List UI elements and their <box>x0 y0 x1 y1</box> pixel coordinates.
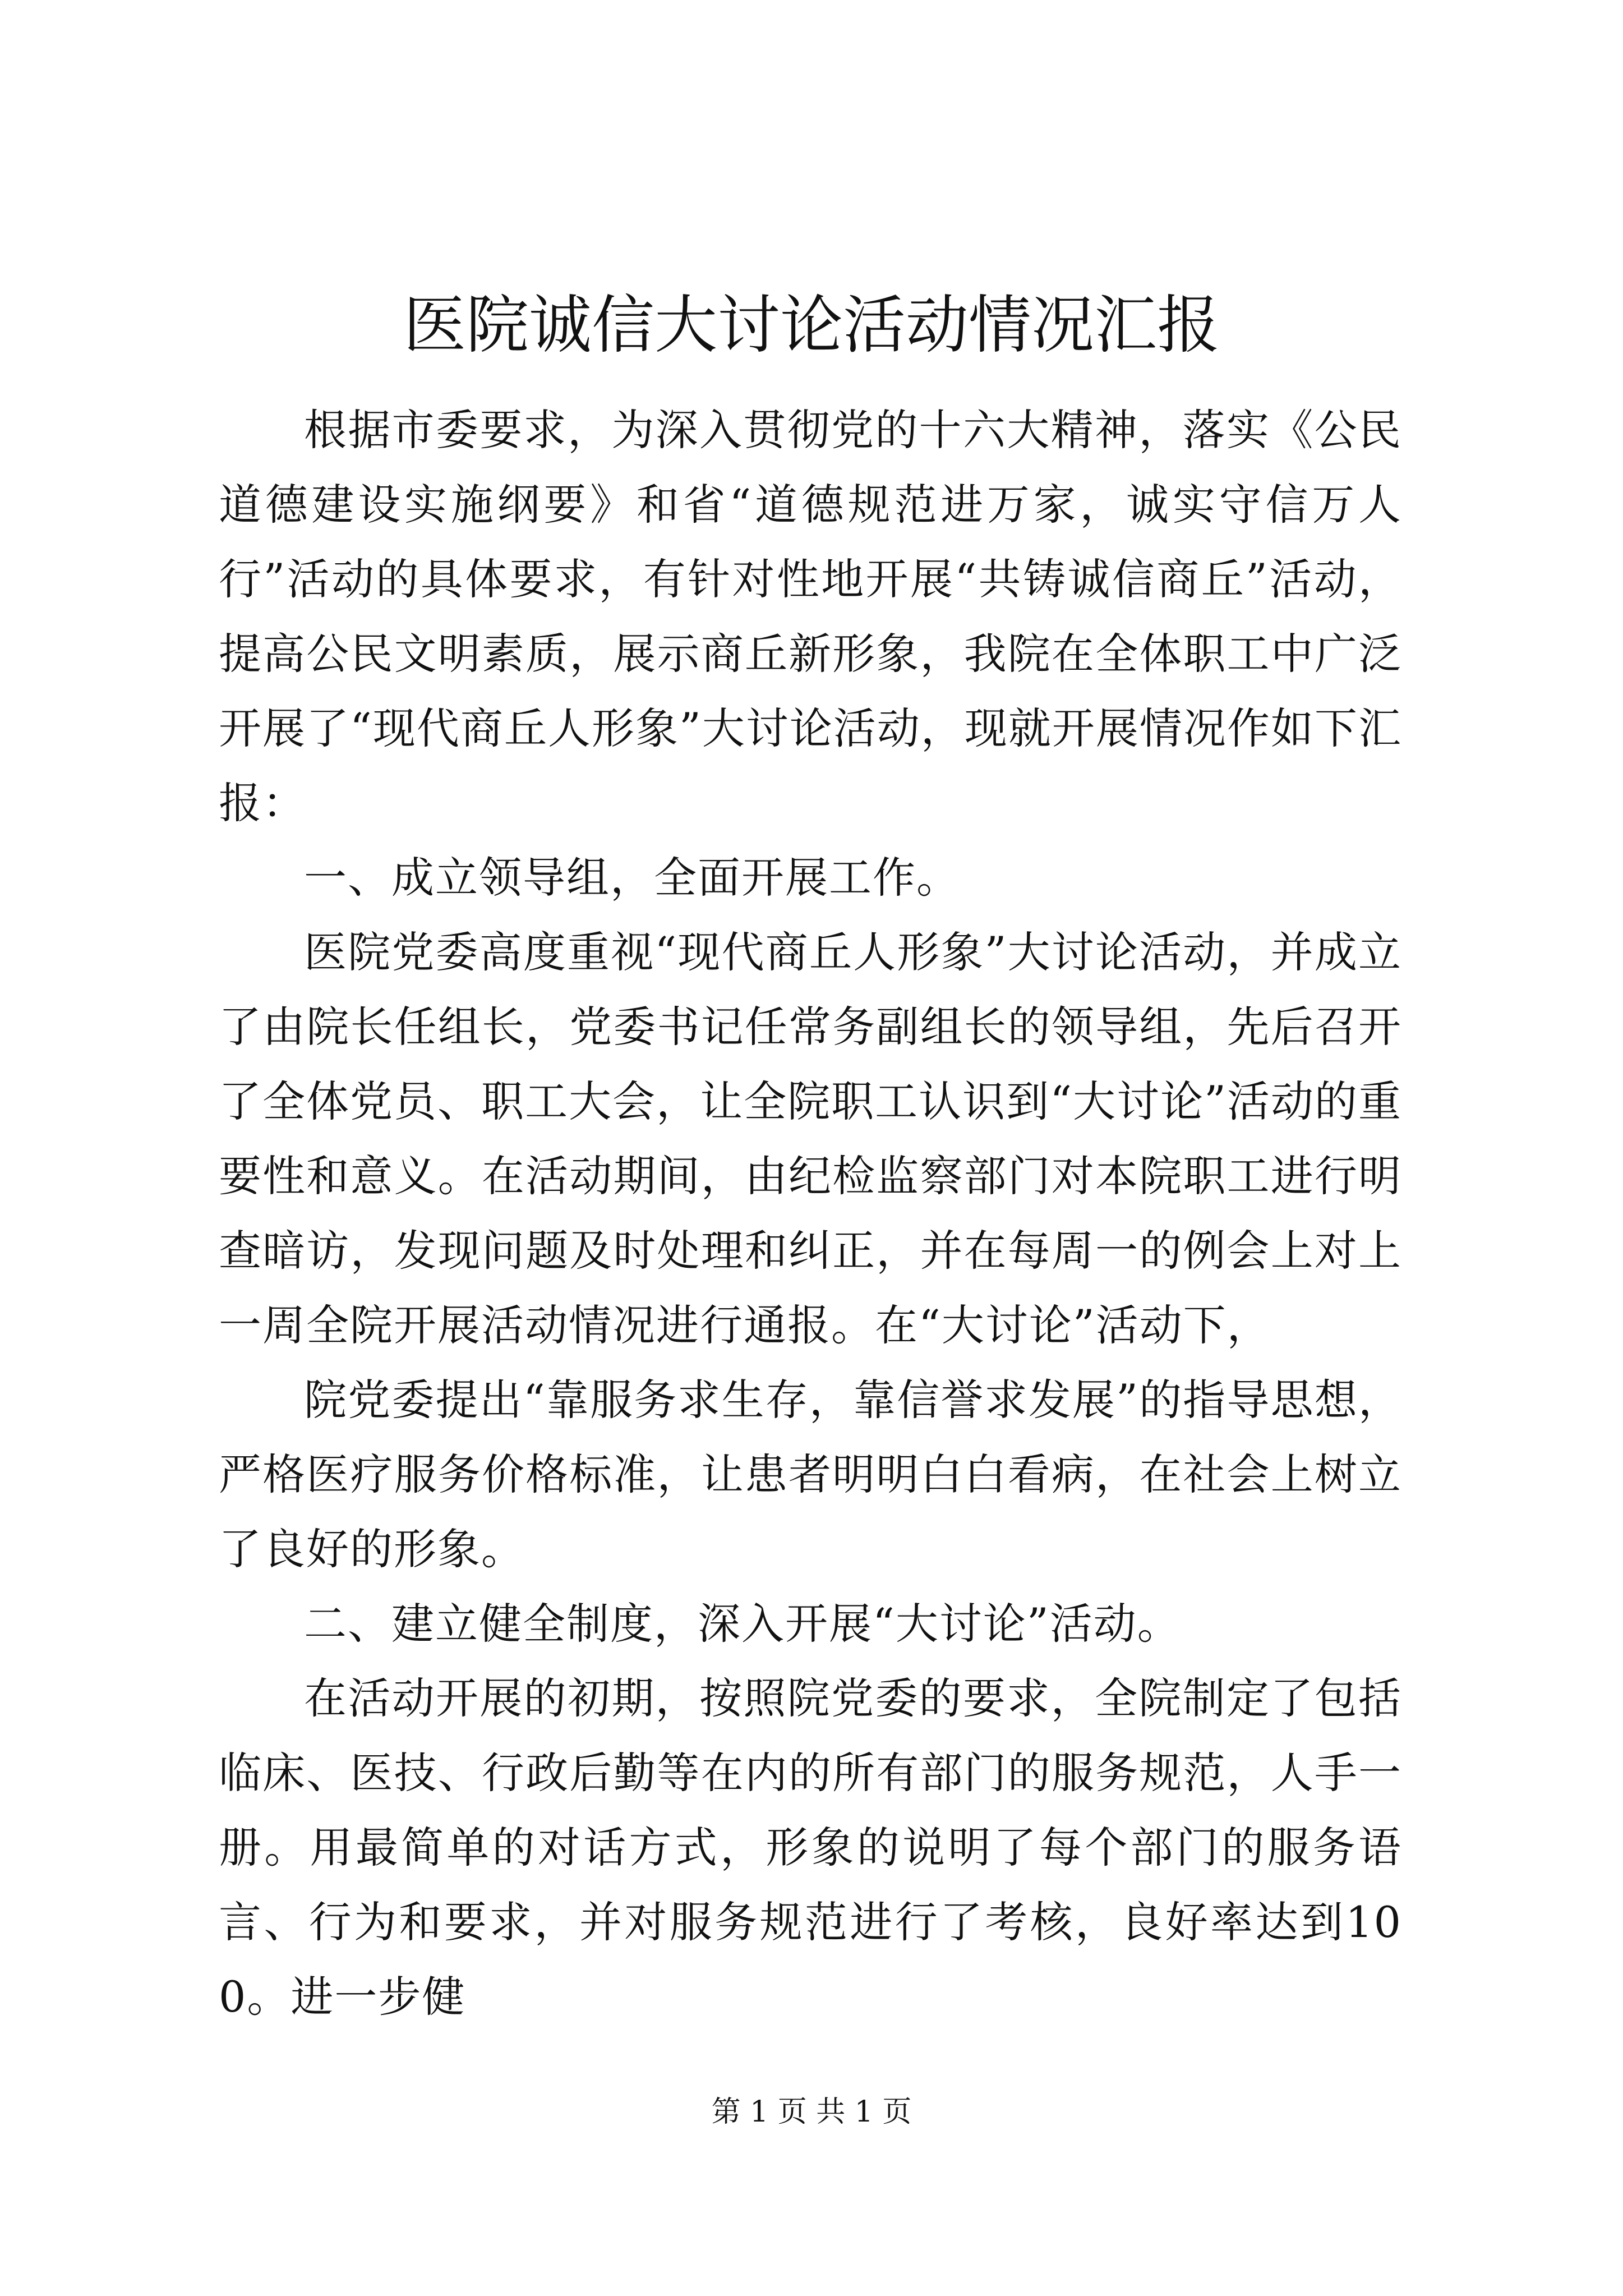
paragraph-intro: 根据市委要求，为深入贯彻党的十六大精神，落实《公民道德建设实施纲要》和省“道德规范进万家，诚实守信万人行”活动的具体要求，有针对性地开展“共铸诚信商丘”活动，提高公民文明素质，展示商丘新形象，我院在全体职工中广泛开展了“现代商丘人形象”大讨论活动，现就开展情况作如下汇报： <box>219 405 1402 828</box>
paragraph-section-1: 医院党委高度重视“现代商丘人形象”大讨论活动，并成立了由院长任组长，党委书记任常务副组长的领导组，先后召开了全体党员、职工大会，让全院职工认识到“大讨论”活动的重要性和意义。在活动期间，由纪检监察部门对本院职工进行明查暗访，发现问题及时处理和纠正，并在每周一的例会上对上一周全院开展活动情况进行通报。在“大讨论”活动下， <box>219 927 1402 1350</box>
document-title: 医院诚信大讨论活动情况汇报 <box>403 289 1220 362</box>
paragraph-section-1-continued: 院党委提出“靠服务求生存，靠信誉求发展”的指导思想，严格医疗服务价格标准，让患者明明白白看病，在社会上树立了良好的形象。 <box>219 1375 1402 1574</box>
page-footer: 第 1 页 共 1 页 <box>711 2095 912 2129</box>
document-body <box>219 393 1402 2034</box>
section-heading-2: 二、建立健全制度，深入开展“大讨论”活动。 <box>304 1599 1181 1649</box>
section-heading-1: 一、成立领导组，全面开展工作。 <box>304 853 960 903</box>
paragraph-section-2: 在活动开展的初期，按照院党委的要求，全院制定了包括临床、医技、行政后勤等在内的所有部门的服务规范，人手一册。用最简单的对话方式，形象的说明了每个部门的服务语言、行为和要求，并对服务规范进行了考核，良好率达到100。进一步健 <box>219 1673 1402 2022</box>
